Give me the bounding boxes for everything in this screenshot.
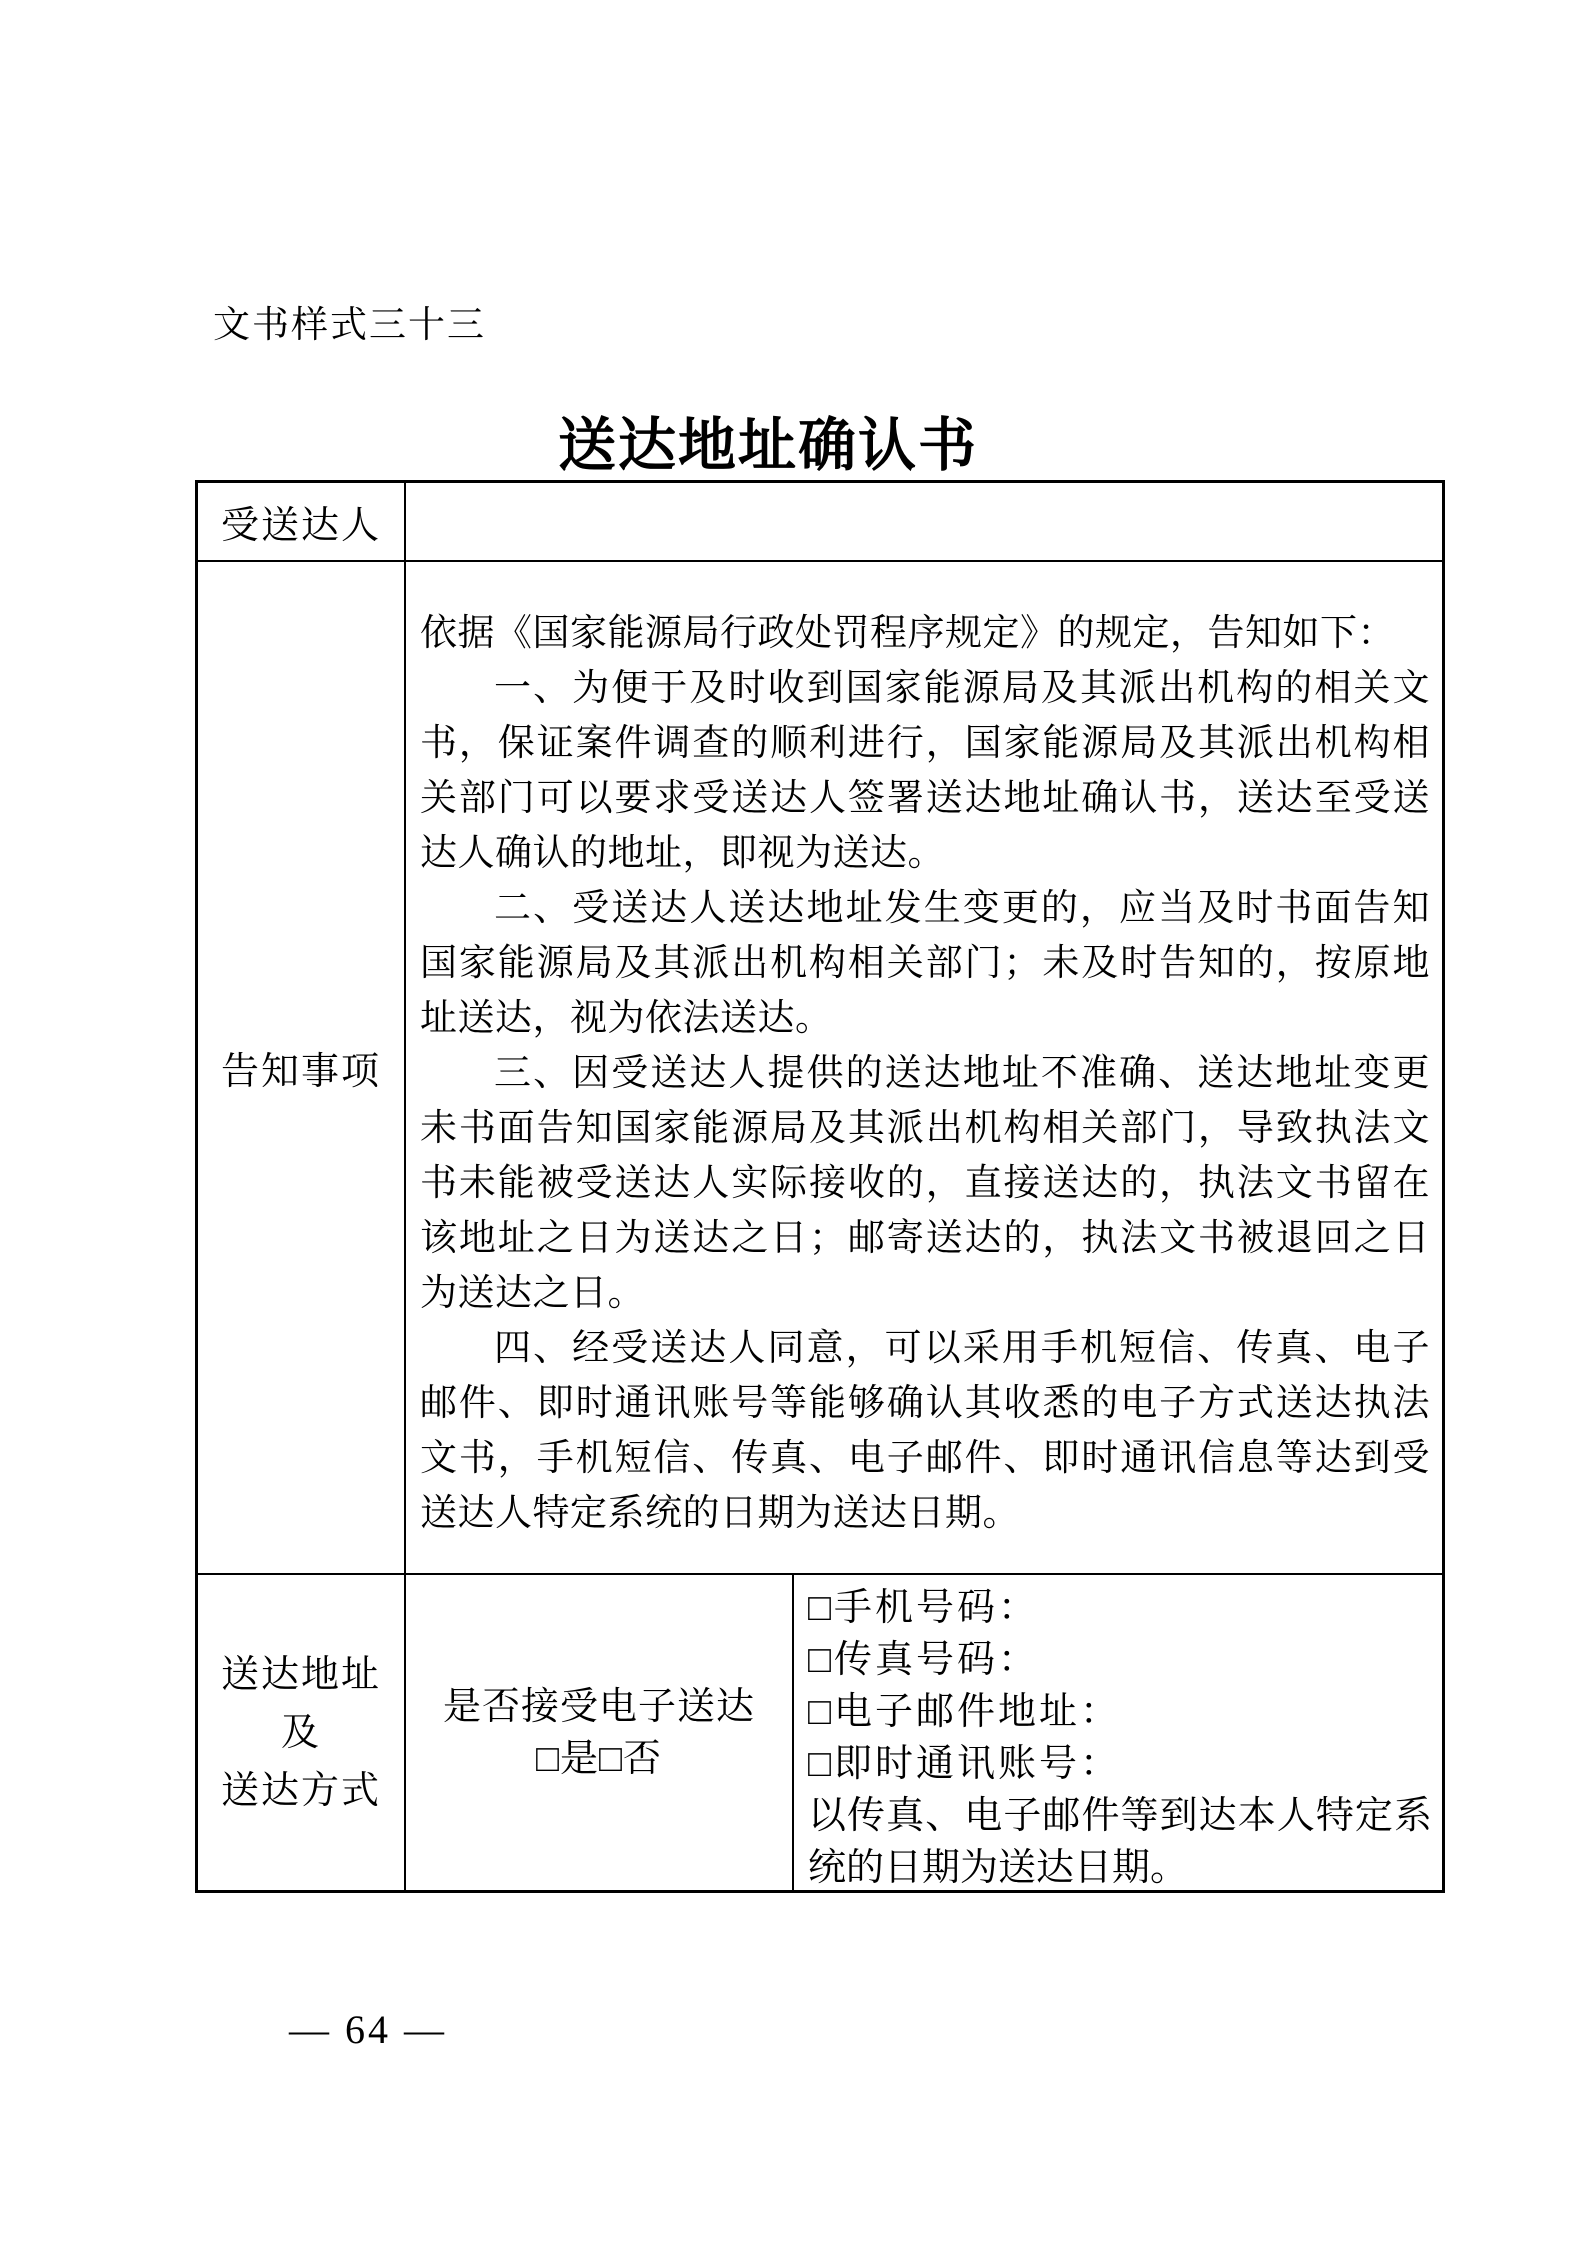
electronic-service-question: 是否接受电子送达 (442, 1685, 755, 1728)
channel-fax-checkbox[interactable]: □传真号码： (808, 1639, 1039, 1681)
document-title: 送达地址确认书 (557, 413, 979, 478)
notice-paragraph-4: 四、经受送达人同意，可以采用手机短信、传真、电子邮件、即时通讯账号等能够确认其收悉的电子方式送达执法文书，手机短信、传真、电子邮件、即时通讯信息等达到受送达人特定系统的日期为送达日期。 (420, 1328, 1430, 1534)
service-row (198, 1573, 1442, 1890)
page-number: — 64 — (289, 2007, 447, 2052)
service-address-label-line-2: 及 (280, 1711, 321, 1754)
notice-body (406, 562, 1442, 1573)
notice-paragraph-intro: 依据《国家能源局行政处罚程序规定》的规定，告知如下： (420, 613, 1395, 654)
notice-paragraph-1: 一、为便于及时收到国家能源局及其派出机构的相关文书，保证案件调查的顺利进行，国家能源局及其派出机构相关部门可以要求受送达人签署送达地址确认书，送达至受送达人确认的地址，即视为送达。 (420, 668, 1430, 874)
electronic-service-yes-no-checkboxes[interactable]: □是□否 (536, 1737, 662, 1780)
recipient-row (198, 483, 1442, 560)
recipient-value-field[interactable] (406, 483, 1442, 560)
notice-paragraph-2: 二、受送达人送达地址发生变更的，应当及时书面告知国家能源局及其派出机构相关部门；未及时告知的，按原地址送达，视为依法送达。 (420, 888, 1430, 1039)
notice-row (198, 560, 1442, 1573)
service-address-label (198, 1575, 406, 1890)
electronic-service-question-cell (406, 1575, 794, 1890)
service-address-label-line-1: 送达地址 (220, 1653, 381, 1696)
service-address-label-line-3: 送达方式 (220, 1769, 381, 1812)
channel-email-checkbox[interactable]: □电子邮件地址： (808, 1691, 1121, 1733)
notice-paragraph-3: 三、因受送达人提供的送达地址不准确、送达地址变更未书面告知国家能源局及其派出机构相关部门，导致执法文书未能被受送达人实际接收的，直接送达的，执法文书留在该地址之日为送达之日；邮寄送达的，执法文书被退回之日为送达之日。 (420, 1053, 1430, 1314)
channel-note: 以传真、电子邮件等到达本人特定系统的日期为送达日期。 (808, 1795, 1432, 1889)
channel-list (794, 1575, 1442, 1890)
recipient-label: 受送达人 (198, 483, 406, 560)
channel-instant-messaging-checkbox[interactable]: □即时通讯账号： (808, 1743, 1121, 1785)
doc-style-label: 文书样式三十三 (213, 305, 486, 346)
confirmation-table (195, 480, 1445, 1893)
channel-mobile-checkbox[interactable]: □手机号码： (808, 1587, 1039, 1629)
notice-label: 告知事项 (198, 562, 406, 1573)
